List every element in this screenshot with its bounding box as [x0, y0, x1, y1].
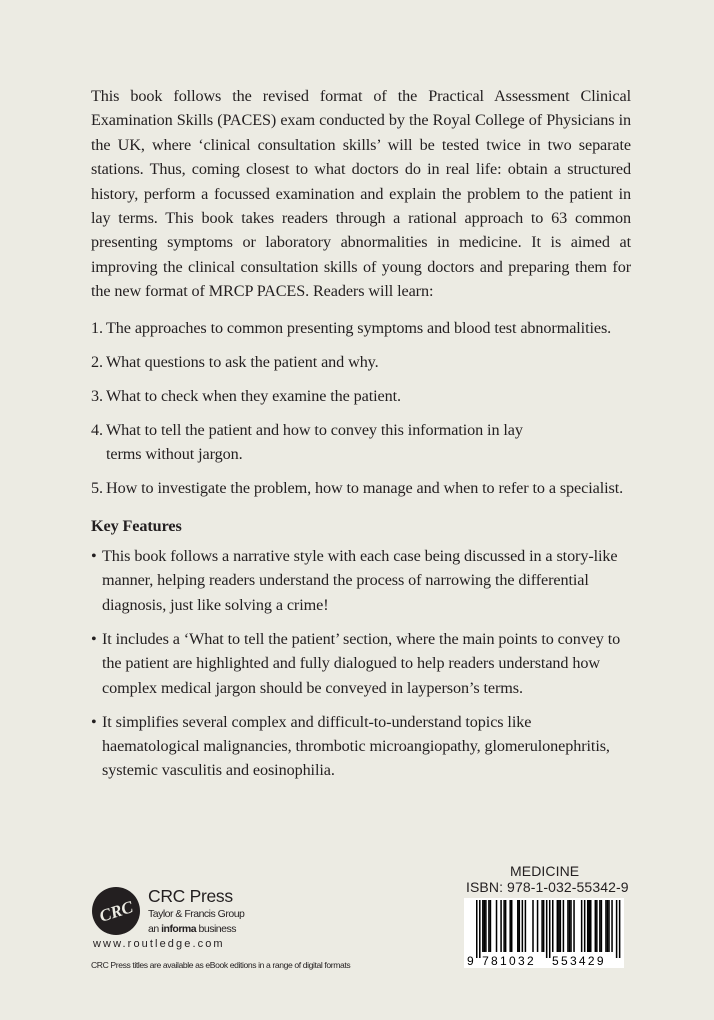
isbn-label: ISBN: 978-1-032-55342-9 — [466, 879, 629, 895]
barcode-bar — [488, 900, 490, 952]
bullet-icon: • — [91, 546, 97, 565]
feature-text: It includes a ‘What to tell the patient’ section, where the main points to convey to the patient are highlighted and fully dialogued to help readers understand how complex medical jargon should be conveyed in layperson’s terms. — [102, 629, 621, 697]
list-item-text: What to tell the patient and how to convey this information in lay terms without jargon. — [106, 420, 523, 464]
barcode-bar — [595, 900, 597, 952]
barcode-right-digits: 553429 — [552, 954, 606, 968]
barcode-bar — [567, 900, 569, 952]
barcode-bar — [476, 900, 478, 958]
barcode-bar — [607, 900, 609, 952]
barcode-bar — [552, 900, 554, 952]
list-item — [91, 384, 631, 408]
barcode-bar — [608, 900, 610, 952]
feature-item — [91, 710, 631, 783]
intro-paragraph: This book follows the revised format of the Practical Assessment Clinical Examination Skills (PACES) exam conducted by the Royal College of Physicians in the UK, where ‘clinical consultation skills’ will be tested twice in two separate stations. Thus, coming closest to what doctors do in real life: obtain a structured history, perform a focussed examination and explain the problem to the patient in lay terms. This book takes readers through a rational approach to 63 common presenting symptoms or laboratory abnormalities in medicine. It is aimed at improving the clinical consultation skills of young doctors and preparing them for the new format of MRCP PACES. Readers will learn: — [91, 87, 631, 301]
barcode-bar — [484, 900, 486, 952]
learn-list — [91, 316, 631, 501]
ebook-note: CRC Press titles are available as eBook editions in a range of digital formats — [91, 960, 351, 970]
list-item — [91, 350, 631, 374]
list-item — [91, 316, 631, 340]
publisher-business: an informa business — [148, 923, 236, 935]
barcode-bar — [546, 900, 548, 958]
barcode-bar — [616, 900, 618, 958]
barcode-bar — [537, 900, 539, 952]
list-number: 2. — [91, 352, 103, 371]
barcode-bar — [490, 900, 492, 952]
features-heading: Key Features — [91, 517, 182, 536]
barcode-bar — [543, 900, 545, 952]
barcode-bar — [503, 900, 505, 952]
barcode-bar — [517, 900, 519, 952]
barcode-bar — [485, 900, 487, 952]
barcode-bar — [569, 900, 571, 952]
barcode-first-digit: 9 — [467, 954, 476, 968]
barcode-bar — [519, 900, 521, 952]
barcode-bar — [581, 900, 583, 952]
list-number: 3. — [91, 386, 103, 405]
crc-logo-icon — [91, 886, 141, 936]
barcode-bar — [560, 900, 562, 952]
list-item-text: What to check when they examine the patient. — [106, 386, 401, 405]
barcode-bar — [601, 900, 603, 952]
barcode-bar — [541, 900, 543, 952]
barcode-bar — [588, 900, 590, 952]
bullet-icon: • — [91, 712, 97, 731]
feature-text: This book follows a narrative style with each case being discussed in a story-like manner, helping readers understand the process of narrowing the differential diagnosis, just like solving a crime! — [102, 546, 618, 614]
barcode-bar — [511, 900, 513, 952]
list-item — [91, 418, 631, 467]
feature-item — [91, 544, 631, 617]
publisher-url[interactable]: www.routledge.com — [93, 938, 225, 950]
barcode-bar — [570, 900, 572, 952]
publisher-group: Taylor & Francis Group — [148, 908, 245, 920]
barcode-bar — [584, 900, 586, 952]
barcode-bar — [587, 900, 589, 952]
list-item-text: What questions to ask the patient and why. — [106, 352, 379, 371]
list-item-text: How to investigate the problem, how to manage and when to refer to a specialist. — [106, 479, 624, 498]
feature-item — [91, 627, 631, 700]
publisher-name: CRC Press — [148, 886, 233, 906]
barcode-bar — [496, 900, 498, 952]
barcode-bar — [482, 900, 484, 952]
barcode-bar — [558, 900, 560, 952]
category-label: MEDICINE — [510, 863, 580, 879]
list-item — [91, 476, 631, 500]
list-number: 5. — [91, 479, 103, 498]
list-number: 4. — [91, 420, 103, 439]
bullet-icon: • — [91, 629, 97, 648]
barcode-bar — [605, 900, 607, 952]
barcode-bar — [532, 900, 534, 952]
barcode-bar — [611, 900, 613, 952]
barcode-bar — [479, 900, 481, 958]
barcode-bar — [563, 900, 565, 952]
list-item-text: The approaches to common presenting symptoms and blood test abnormalities. — [106, 318, 612, 337]
features-list — [91, 544, 631, 783]
list-number: 1. — [91, 318, 103, 337]
barcode-bar — [505, 900, 507, 952]
barcode-bar — [573, 900, 575, 952]
barcode — [464, 898, 624, 968]
barcode-bar — [557, 900, 559, 952]
barcode-bar — [599, 900, 601, 952]
barcode-icon — [464, 898, 624, 968]
barcode-bar — [522, 900, 524, 952]
barcode-bar — [596, 900, 598, 952]
barcode-bar — [590, 900, 592, 952]
logo-text: CRC — [97, 897, 136, 926]
barcode-bar — [500, 900, 502, 952]
barcode-bar — [525, 900, 527, 952]
barcode-left-digits: 781032 — [482, 954, 536, 968]
barcode-bar — [619, 900, 621, 958]
informa-wordmark: informa — [161, 923, 197, 935]
back-cover-blurb — [91, 84, 631, 792]
feature-text: It simplifies several complex and difficult-to-understand topics like haematological malignancies, thrombotic microangiopathy, glomerulonephritis, systemic vasculitis and eosinophilia. — [102, 712, 610, 780]
barcode-bar — [509, 900, 511, 952]
barcode-bar — [549, 900, 551, 958]
